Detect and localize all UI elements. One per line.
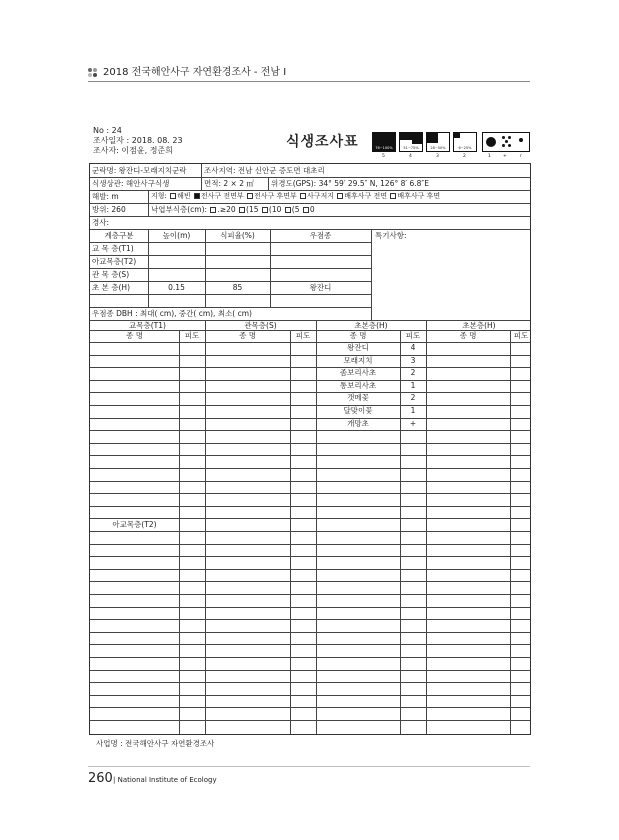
checkbox-litter[interactable]: [303, 207, 309, 213]
aspect: 방위: 260: [92, 205, 126, 214]
grid-row-line: [90, 443, 530, 444]
business-name: 사업명 : 전국해안사구 자연환경조사: [96, 739, 215, 748]
herb-species: 달맞이꽃: [343, 406, 373, 415]
col-cover: 피도: [513, 331, 529, 340]
strata-header-cover: 식피율(%): [220, 231, 255, 240]
litter-option: .≥20: [217, 205, 236, 214]
stratum-cover: 85: [232, 283, 243, 292]
grid-col-line: [205, 320, 206, 734]
checkbox-litter[interactable]: [239, 207, 245, 213]
legend-label: 51~75%: [403, 146, 419, 150]
page-title: 식생조사표: [286, 134, 359, 150]
stratum-name: 아교목층(T2): [92, 257, 137, 266]
legend-swatch-4: [399, 132, 423, 152]
herb-species: 좀보리사초: [339, 368, 377, 378]
herb-cover: 3: [410, 355, 416, 365]
grid-row-line: [90, 632, 530, 633]
legend-swatch-3: [426, 132, 450, 152]
footer-divider: [88, 766, 530, 767]
solid-circle-icon: [486, 137, 496, 147]
terrain-option: 배후사구 전면: [344, 192, 388, 200]
checkbox-foredune-back[interactable]: [247, 193, 253, 199]
grid-row-line: [90, 367, 530, 368]
strata-header-dominant: 우점종: [309, 231, 332, 240]
grid-row-line: [90, 619, 530, 620]
litter-row: [151, 205, 315, 214]
litter-option: (15: [246, 205, 259, 214]
terrain-option: 전사구 전면부: [200, 192, 244, 200]
grid-row-line: [90, 556, 530, 557]
grid-col-line: [426, 320, 427, 734]
cover-legend: [372, 131, 532, 161]
herb-species: 왕잔디: [347, 343, 369, 352]
checkbox-litter[interactable]: [285, 207, 291, 213]
stratum-dominant: 왕잔디: [309, 283, 332, 292]
legend-soc: 1: [488, 154, 491, 159]
col-species: 종 명: [459, 331, 477, 340]
terrain-option: 배후사구 후면: [397, 192, 441, 200]
stratum-name: 관 목 층(S): [92, 270, 130, 279]
plot-area: 면적: 2 × 2 ㎡: [204, 179, 254, 188]
header-dots-icon: [88, 68, 98, 78]
legend-num: 4: [409, 154, 412, 159]
grid-row-line: [90, 657, 530, 658]
herb-cover: 1: [410, 406, 416, 415]
col-cover: 피도: [295, 331, 311, 340]
grid-row-line: [90, 342, 530, 343]
group-header-t1: 교목층(T1): [129, 321, 166, 330]
grid-col-line: [179, 330, 180, 734]
herb-cover: +: [409, 418, 417, 428]
grid-col-line: [510, 330, 511, 734]
grid-row-line: [90, 418, 530, 419]
grid-row-line: [90, 405, 530, 406]
litter-option: (5: [291, 205, 300, 214]
grid-row-line: [90, 380, 530, 381]
grid-row-line: [90, 594, 530, 595]
checkbox-backdune-back[interactable]: [390, 193, 396, 199]
surveyor: 조사자: 이점윤, 정준희: [93, 146, 173, 155]
header-divider: [88, 81, 530, 82]
legend-label: 6~25%: [458, 146, 472, 150]
grid-row-line: [90, 506, 530, 507]
legend-label: 76~100%: [375, 146, 393, 150]
grid-row-line: [90, 430, 530, 431]
herb-cover: 2: [410, 393, 416, 403]
legend-swatch-2: [453, 132, 477, 152]
legend-soc: +: [503, 154, 507, 159]
legend-num: 5: [382, 154, 385, 159]
community-name: 군락명: 왕잔디-모래지치군락: [92, 166, 187, 175]
herb-species: 모래지치: [343, 355, 373, 365]
col-species: 종 명: [126, 331, 143, 340]
legend-num: 3: [436, 154, 439, 159]
stratum-height: 0.15: [168, 283, 185, 292]
herb-cover: 1: [410, 380, 416, 390]
dot-icon: [519, 138, 523, 142]
terrain-option: 해빈: [177, 192, 191, 200]
grid-row-line: [90, 707, 530, 708]
elevation: 해발: m: [92, 192, 119, 201]
checkbox-foredune-front[interactable]: [194, 193, 200, 199]
grid-row-line: [90, 581, 530, 582]
gps-coordinates: 위경도(GPS): 34° 59′ 29.5″ N, 126° 8′ 6.8″E: [271, 179, 429, 188]
herb-species: 갯메꽃: [347, 393, 369, 403]
legend-soc: r: [520, 154, 522, 159]
grid-row-line: [90, 481, 530, 482]
grid-row-line: [90, 607, 530, 608]
group-header-h: 초본층(H): [354, 321, 388, 330]
grid-row-line: [90, 531, 530, 532]
grid-row-line: [90, 493, 530, 494]
herb-species: 통보리사초: [339, 380, 377, 390]
grid-row-line: [90, 392, 530, 393]
col-cover: 피도: [405, 331, 421, 340]
grid-row-line: [90, 720, 530, 721]
checkbox-dune-slack[interactable]: [300, 193, 306, 199]
checkbox-backdune-front[interactable]: [337, 193, 343, 199]
litter-label: 낙엽부식층(cm):: [151, 205, 208, 214]
col-species: 종 명: [349, 331, 367, 340]
institute-text: National Institute of Ecology: [117, 776, 217, 784]
physiognomy: 식생상관: 해안사구식생: [92, 179, 170, 188]
checkbox-litter[interactable]: [262, 207, 268, 213]
section-t2-label: 아교목층(T2): [90, 520, 179, 529]
survey-form: [89, 163, 531, 735]
herb-species: 개망초: [347, 418, 369, 428]
terrain-option: 사구저지: [306, 192, 335, 200]
dots-icon: [502, 136, 513, 147]
grid-row-line: [90, 355, 530, 356]
notes-label: 특기사항:: [375, 231, 407, 240]
grid-row-line: [90, 682, 530, 683]
grid-row-line: [90, 569, 530, 570]
legend-label: 26~50%: [430, 146, 446, 150]
survey-location: 조사지역: 전남 신안군 증도면 대초리: [204, 166, 325, 175]
grid-row-line: [90, 695, 530, 696]
header-text: 2018 전국해안사구 자연환경조사 - 전남 I: [103, 67, 287, 78]
terrain-label: 지형:: [151, 192, 167, 200]
institute-name: | National Institute of Ecology: [113, 776, 217, 784]
litter-option: (10: [268, 205, 282, 214]
legend-num: 2: [463, 154, 466, 159]
grid-row-line: [90, 644, 530, 645]
stratum-name: 초 본 층(H): [92, 283, 130, 292]
checkbox-beach[interactable]: [170, 193, 176, 199]
terrain-row: [151, 192, 440, 201]
group-header-h2: 초본층(H): [462, 321, 496, 330]
survey-date: 조사일자 : 2018. 08. 23: [93, 136, 183, 145]
grid-row-line: [90, 468, 530, 469]
grid-row-line: [90, 455, 530, 456]
grid-row-line: [90, 544, 530, 545]
dbh-row: 우점종 DBH : 최대( cm), 중간( cm), 최소( cm): [92, 309, 252, 318]
survey-number: No : 24: [93, 126, 122, 135]
strata-header-layer: 계층구분: [104, 231, 134, 240]
checkbox-litter[interactable]: [210, 207, 216, 213]
strata-header-height: 높이(m): [162, 231, 191, 240]
stratum-name: 교 목 층(T1): [92, 244, 134, 253]
group-header-s: 관목층(S): [244, 321, 277, 330]
grid-col-line: [290, 330, 291, 734]
running-header: [88, 66, 530, 80]
slope: 경사:: [92, 218, 110, 227]
herb-cover: 4: [410, 343, 416, 352]
grid-row-line: [90, 670, 530, 671]
col-species: 종 명: [239, 331, 256, 340]
herb-cover: 2: [410, 368, 416, 378]
page-number: 260: [88, 771, 113, 786]
litter-option: 0: [309, 205, 315, 214]
terrain-option: 전사구 후면부: [253, 192, 297, 200]
col-cover: 피도: [184, 331, 200, 340]
sociability-legend: [482, 132, 530, 152]
legend-swatch-5: [372, 132, 396, 152]
grid-col-line: [400, 330, 401, 734]
